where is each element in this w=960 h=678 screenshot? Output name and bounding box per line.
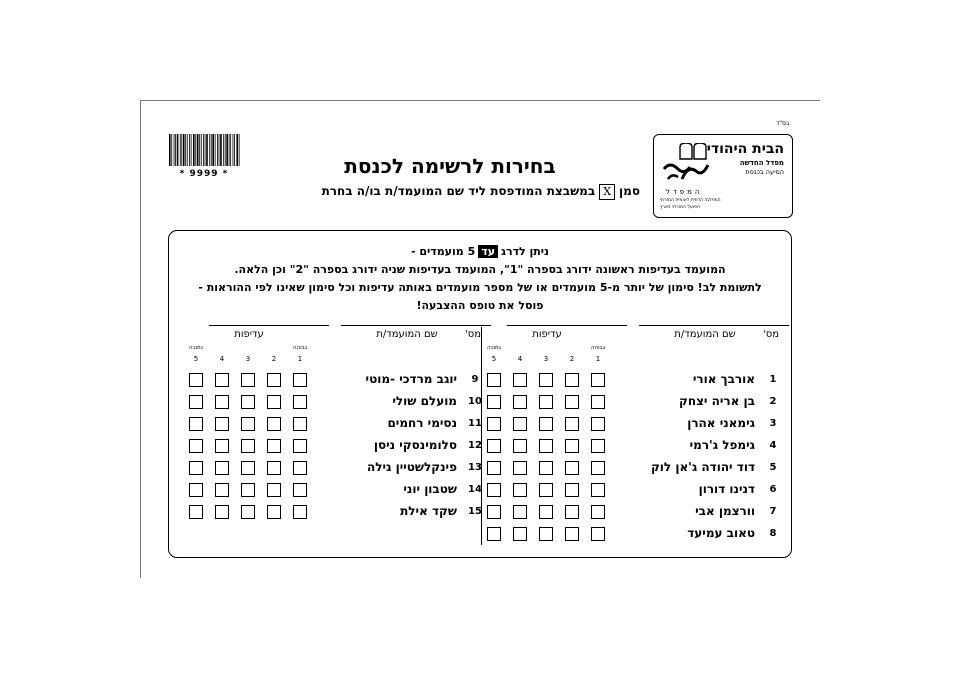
- page-border-left: [140, 100, 141, 578]
- header-candidate-name: שם המועמד/ת: [674, 329, 736, 340]
- priority-4-checkbox[interactable]: [215, 395, 229, 409]
- priority-2-checkbox[interactable]: [267, 439, 281, 453]
- header-name-underline: [341, 325, 491, 326]
- priority-5-checkbox[interactable]: [487, 373, 501, 387]
- party-emblem-icon: [660, 143, 712, 187]
- priority-number-3: 3: [245, 355, 251, 363]
- priority-5-checkbox[interactable]: [189, 439, 203, 453]
- instruction-highlight: עד: [478, 245, 498, 258]
- priority-3-checkbox[interactable]: [539, 483, 553, 497]
- priority-1-checkbox[interactable]: [591, 483, 605, 497]
- candidate-number: 1: [769, 374, 777, 385]
- instruction-line-3: לתשומת לב! סימון של יותר מ-5 מועמדים או של מספר מועמדים באותה עדיפות וכל סימון שאינו לפי ההוראות -: [198, 281, 762, 294]
- candidate-number: 11: [468, 418, 482, 429]
- priority-5-checkbox[interactable]: [189, 461, 203, 475]
- priority-number-4: 4: [219, 355, 225, 363]
- priority-4-checkbox[interactable]: [513, 461, 527, 475]
- candidate-name: דוד יהודה ג'אן לוק: [650, 460, 755, 474]
- candidate-number: 3: [769, 418, 777, 429]
- priority-3-checkbox[interactable]: [539, 373, 553, 387]
- priority-low-label: נמוכה: [487, 345, 501, 351]
- priority-low-label: נמוכה: [189, 345, 203, 351]
- candidate-number: 15: [468, 506, 482, 517]
- priority-5-checkbox[interactable]: [189, 395, 203, 409]
- priority-2-checkbox[interactable]: [565, 527, 579, 541]
- logo-fine-print-2: הפועל המזרחי בארץ: [660, 205, 700, 210]
- candidate-number: 4: [769, 440, 777, 451]
- priority-1-checkbox[interactable]: [591, 373, 605, 387]
- instruction-line-4: פוסל את טופס ההצבעה!: [416, 299, 544, 312]
- priority-3-checkbox[interactable]: [241, 483, 255, 497]
- mark-instruction: [322, 184, 640, 200]
- priority-3-checkbox[interactable]: [241, 461, 255, 475]
- priority-2-checkbox[interactable]: [267, 483, 281, 497]
- page-border-top: [140, 100, 820, 101]
- priority-3-checkbox[interactable]: [539, 461, 553, 475]
- ballot-form: [168, 230, 792, 558]
- mark-instruction-after: במשבצת המודפסת ליד שם המועמד/ת בו/ה בחרת: [321, 184, 596, 198]
- priority-2-checkbox[interactable]: [267, 373, 281, 387]
- priority-1-checkbox[interactable]: [293, 505, 307, 519]
- priority-4-checkbox[interactable]: [513, 439, 527, 453]
- instruction-1-a: ניתן לדרג: [501, 245, 550, 258]
- candidate-name: סלומינסקי ניסן: [373, 438, 457, 452]
- priority-5-checkbox[interactable]: [487, 395, 501, 409]
- header-priorities-underline: [507, 325, 627, 326]
- priority-5-checkbox[interactable]: [487, 439, 501, 453]
- priority-2-checkbox[interactable]: [267, 505, 281, 519]
- candidate-name: שקד אילת: [400, 504, 457, 518]
- page-code: בס"ד: [776, 120, 790, 127]
- candidate-name: נסימי רחמים: [387, 416, 457, 430]
- priority-5-checkbox[interactable]: [189, 417, 203, 431]
- priority-1-checkbox[interactable]: [591, 395, 605, 409]
- instruction-line-2: המועמד בעדיפות ראשונה ידורג בספרה "1", המועמד בעדיפות שניה ידורג בספרה "2" וכן הלאה.: [234, 263, 726, 276]
- priority-1-checkbox[interactable]: [293, 461, 307, 475]
- priority-2-checkbox[interactable]: [565, 505, 579, 519]
- priority-4-checkbox[interactable]: [215, 483, 229, 497]
- priority-3-checkbox[interactable]: [241, 505, 255, 519]
- priority-4-checkbox[interactable]: [215, 461, 229, 475]
- priority-4-checkbox[interactable]: [513, 373, 527, 387]
- priority-3-checkbox[interactable]: [539, 505, 553, 519]
- priority-5-checkbox[interactable]: [189, 373, 203, 387]
- header-candidate-name: שם המועמד/ת: [376, 329, 438, 340]
- priority-1-checkbox[interactable]: [591, 417, 605, 431]
- priority-1-checkbox[interactable]: [293, 439, 307, 453]
- header-priorities-underline: [209, 325, 329, 326]
- candidate-name: גימפל ג'רמי: [689, 438, 755, 452]
- candidate-number: 5: [769, 462, 777, 473]
- candidate-name: וורצמן אבי: [695, 504, 755, 518]
- priority-5-checkbox[interactable]: [487, 417, 501, 431]
- x-mark-example: X: [599, 184, 615, 200]
- priority-number-5: 5: [491, 355, 497, 363]
- priority-5-checkbox[interactable]: [487, 483, 501, 497]
- logo-subtitle: מפדל החדשה: [739, 159, 784, 167]
- priority-3-checkbox[interactable]: [539, 395, 553, 409]
- logo-fine-print: המפלגה הדתית לאומית המזרחי: [660, 198, 721, 203]
- priority-4-checkbox[interactable]: [513, 505, 527, 519]
- priority-5-checkbox[interactable]: [189, 505, 203, 519]
- priority-number-3: 3: [543, 355, 549, 363]
- priority-1-checkbox[interactable]: [293, 395, 307, 409]
- candidate-name: גימאני אהרן: [687, 416, 755, 430]
- candidate-name: פינקלשטיין גילה: [367, 460, 457, 474]
- candidate-number: 10: [468, 396, 482, 407]
- priority-number-5: 5: [193, 355, 199, 363]
- mark-instruction-before: סמן: [619, 184, 640, 198]
- priority-5-checkbox[interactable]: [487, 461, 501, 475]
- candidate-name: דנינו דורון: [698, 482, 755, 496]
- priority-4-checkbox[interactable]: [513, 527, 527, 541]
- priority-1-checkbox[interactable]: [591, 527, 605, 541]
- header-number: מס': [762, 329, 780, 340]
- candidate-name: שטבון יוני: [403, 482, 457, 496]
- logo-mafdal: המפדל: [666, 188, 703, 196]
- instruction-line-1: [169, 245, 791, 258]
- priority-2-checkbox[interactable]: [267, 417, 281, 431]
- priority-3-checkbox[interactable]: [539, 417, 553, 431]
- candidate-name: מועלם שולי: [392, 394, 457, 408]
- priority-1-checkbox[interactable]: [591, 439, 605, 453]
- priority-2-checkbox[interactable]: [565, 417, 579, 431]
- priority-high-label: גבוהה: [591, 345, 606, 351]
- priority-high-label: גבוהה: [293, 345, 308, 351]
- priority-4-checkbox[interactable]: [215, 373, 229, 387]
- logo-title: הבית היהודי: [706, 141, 784, 157]
- priority-4-checkbox[interactable]: [513, 395, 527, 409]
- header-number: מס': [464, 329, 482, 340]
- header-priorities: עדיפות: [532, 329, 562, 340]
- priority-4-checkbox[interactable]: [513, 483, 527, 497]
- priority-1-checkbox[interactable]: [293, 417, 307, 431]
- priority-2-checkbox[interactable]: [267, 461, 281, 475]
- priority-1-checkbox[interactable]: [591, 461, 605, 475]
- candidate-name: טאוב עמיעד: [687, 526, 755, 540]
- priority-2-checkbox[interactable]: [267, 395, 281, 409]
- priority-5-checkbox[interactable]: [189, 483, 203, 497]
- priority-3-checkbox[interactable]: [539, 439, 553, 453]
- barcode-number: * 9999 *: [179, 169, 229, 179]
- priority-number-2: 2: [569, 355, 575, 363]
- priority-1-checkbox[interactable]: [293, 483, 307, 497]
- candidate-name: בן אריה יצחק: [679, 394, 755, 408]
- candidate-number: 13: [468, 462, 482, 473]
- candidate-number: 2: [769, 396, 777, 407]
- priority-1-checkbox[interactable]: [293, 373, 307, 387]
- priority-2-checkbox[interactable]: [565, 373, 579, 387]
- header-name-underline: [639, 325, 789, 326]
- priority-1-checkbox[interactable]: [591, 505, 605, 519]
- priority-number-1: 1: [297, 355, 303, 363]
- priority-2-checkbox[interactable]: [565, 395, 579, 409]
- priority-2-checkbox[interactable]: [565, 439, 579, 453]
- priority-number-2: 2: [271, 355, 277, 363]
- page-title: בחירות לרשימה לכנסת: [344, 154, 556, 178]
- candidate-name: אורבך אורי: [692, 372, 755, 386]
- candidate-number: 14: [468, 484, 482, 495]
- priority-5-checkbox[interactable]: [487, 505, 501, 519]
- priority-3-checkbox[interactable]: [241, 439, 255, 453]
- priority-3-checkbox[interactable]: [241, 395, 255, 409]
- priority-number-1: 1: [595, 355, 601, 363]
- priority-4-checkbox[interactable]: [215, 417, 229, 431]
- header-priorities: עדיפות: [234, 329, 264, 340]
- candidate-number: 12: [468, 440, 482, 451]
- instruction-1-b: 5 מועמדים -: [410, 245, 476, 258]
- priority-4-checkbox[interactable]: [513, 417, 527, 431]
- priority-2-checkbox[interactable]: [565, 483, 579, 497]
- priority-5-checkbox[interactable]: [487, 527, 501, 541]
- candidate-number: 8: [769, 528, 777, 539]
- party-logo: [653, 134, 793, 218]
- candidate-number: 6: [769, 484, 777, 495]
- priority-4-checkbox[interactable]: [215, 439, 229, 453]
- logo-subtitle-2: הסיעה בכנסת: [745, 168, 784, 176]
- barcode: [168, 134, 240, 172]
- priority-3-checkbox[interactable]: [539, 527, 553, 541]
- candidate-name: יוגב מרדכי -מוטי: [365, 372, 457, 386]
- priority-3-checkbox[interactable]: [241, 373, 255, 387]
- priority-3-checkbox[interactable]: [241, 417, 255, 431]
- priority-2-checkbox[interactable]: [565, 461, 579, 475]
- priority-4-checkbox[interactable]: [215, 505, 229, 519]
- priority-number-4: 4: [517, 355, 523, 363]
- candidate-number: 9: [471, 374, 479, 385]
- candidate-number: 7: [769, 506, 777, 517]
